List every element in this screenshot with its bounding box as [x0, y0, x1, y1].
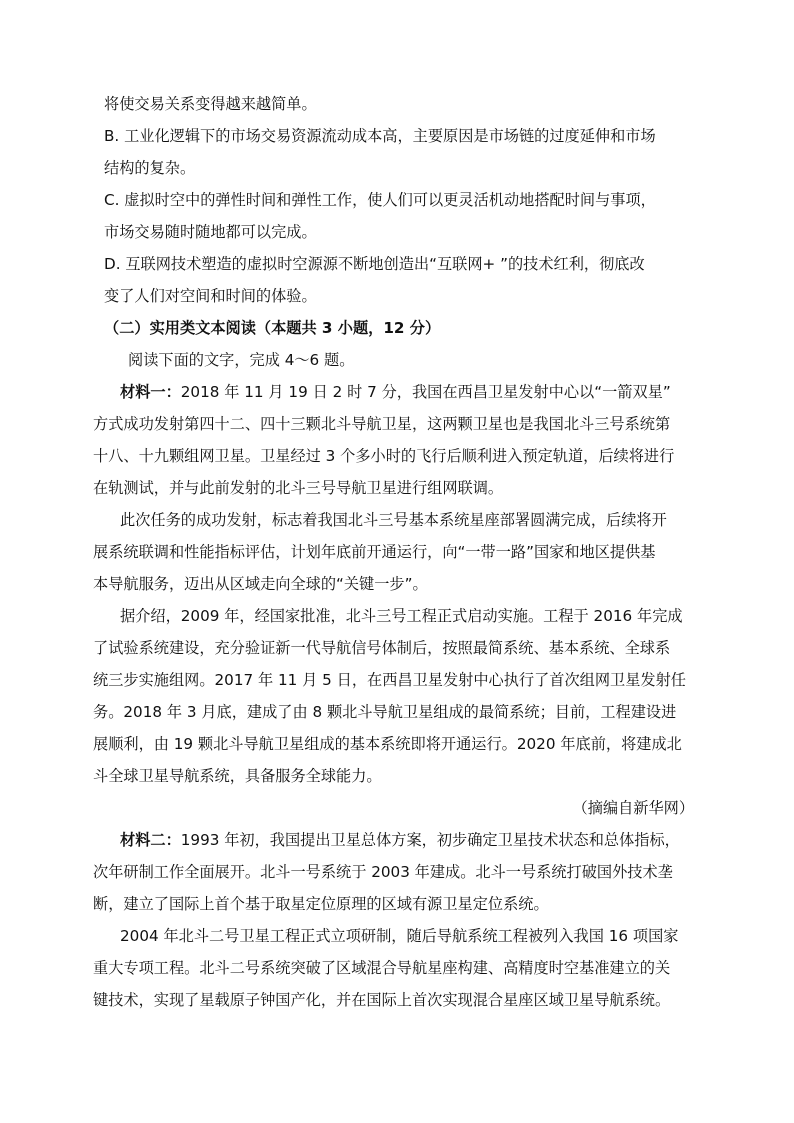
source-citation: （摘编自新华网） — [572, 799, 694, 817]
text-line: 据介绍，2009 年，经国家批准，北斗三号工程正式启动实施。工程于 2016 年完成 — [120, 607, 683, 625]
material2-label: 材料二： — [120, 831, 181, 849]
text-line: 在轨测试，并与此前发射的北斗三号导航卫星进行组网联调。 — [93, 479, 504, 497]
text-line: 2018 年 11 月 19 日 2 时 7 分，我国在西昌卫星发射中心以“一箭双星” — [180, 383, 671, 401]
text-line: 键技术，实现了星载原子钟国产化，并在国际上首次实现混合星座区域卫星导航系统。 — [93, 991, 671, 1009]
text-line: 方式成功发射第四十二、四十三颗北斗导航卫星，这两颗卫星也是我国北斗三号系统第 — [93, 415, 671, 433]
material1-line — [120, 382, 671, 402]
material2-line — [120, 830, 680, 850]
text-line: 统三步实施组网。2017 年 11 月 5 日，在西昌卫星发射中心执行了首次组网卫星发射任 — [93, 671, 686, 689]
text-line: 此次任务的成功发射，标志着我国北斗三号基本系统星座部署圆满完成，后续将开 — [120, 511, 667, 529]
option-d-line: D. 互联网技术塑造的虚拟时空源源不断地创造出“互联网+ ”的技术红利，彻底改 — [104, 255, 645, 273]
text-line: 2004 年北斗二号卫星工程正式立项研制，随后导航系统工程被列入我国 16 项国家 — [120, 927, 679, 945]
material1-label: 材料一： — [120, 383, 181, 401]
option-c-line: C. 虚拟时空中的弹性时间和弹性工作，使人们可以更灵活机动地搭配时间与事项， — [104, 191, 656, 209]
option-b-line: B. 工业化逻辑下的市场交易资源流动成本高，主要原因是市场链的过度延伸和市场 — [104, 127, 656, 145]
text-line: 次年研制工作全面展开。北斗一号系统于 2003 年建成。北斗一号系统打破国外技术垄 — [93, 863, 673, 881]
text-line: 务。2018 年 3 月底，建成了由 8 颗北斗导航卫星组成的最简系统；目前，工程建设进 — [93, 703, 677, 721]
instruction-line: 阅读下面的文字，完成 4～6 题。 — [128, 351, 355, 369]
text-line: 十八、十九颗组网卫星。卫星经过 3 个多小时的飞行后顺利进入预定轨道，后续将进行 — [93, 447, 675, 465]
text-line: 本导航服务，迈出从区域走向全球的“关键一步”。 — [93, 575, 428, 593]
text-line: 展顺利，由 19 颗北斗导航卫星组成的基本系统即将开通运行。2020 年底前，将建成北 — [93, 735, 682, 753]
section-heading: （二）实用类文本阅读（本题共 3 小题，12 分） — [104, 319, 441, 337]
text-line: 重大专项工程。北斗二号系统突破了区域混合导航星座构建、高精度时空基准建立的关 — [93, 959, 671, 977]
text-line: 市场交易随时随地都可以完成。 — [104, 223, 317, 241]
text-line: 了试验系统建设，充分验证新一代导航信号体制后，按照最简系统、基本系统、全球系 — [93, 639, 671, 657]
text-line: 斗全球卫星导航系统，具备服务全球能力。 — [93, 767, 382, 785]
text-line: 断，建立了国际上首个基于取星定位原理的区域有源卫星定位系统。 — [93, 895, 549, 913]
text-line: 变了人们对空间和时间的体验。 — [104, 287, 317, 305]
text-line: 展系统联调和性能指标评估，计划年底前开通运行，向“一带一路”国家和地区提供基 — [93, 543, 656, 561]
text-line: 将使交易关系变得越来越简单。 — [104, 95, 317, 113]
text-line: 结构的复杂。 — [104, 159, 196, 177]
text-line: 1993 年初，我国提出卫星总体方案，初步确定卫星技术状态和总体指标， — [180, 831, 680, 849]
